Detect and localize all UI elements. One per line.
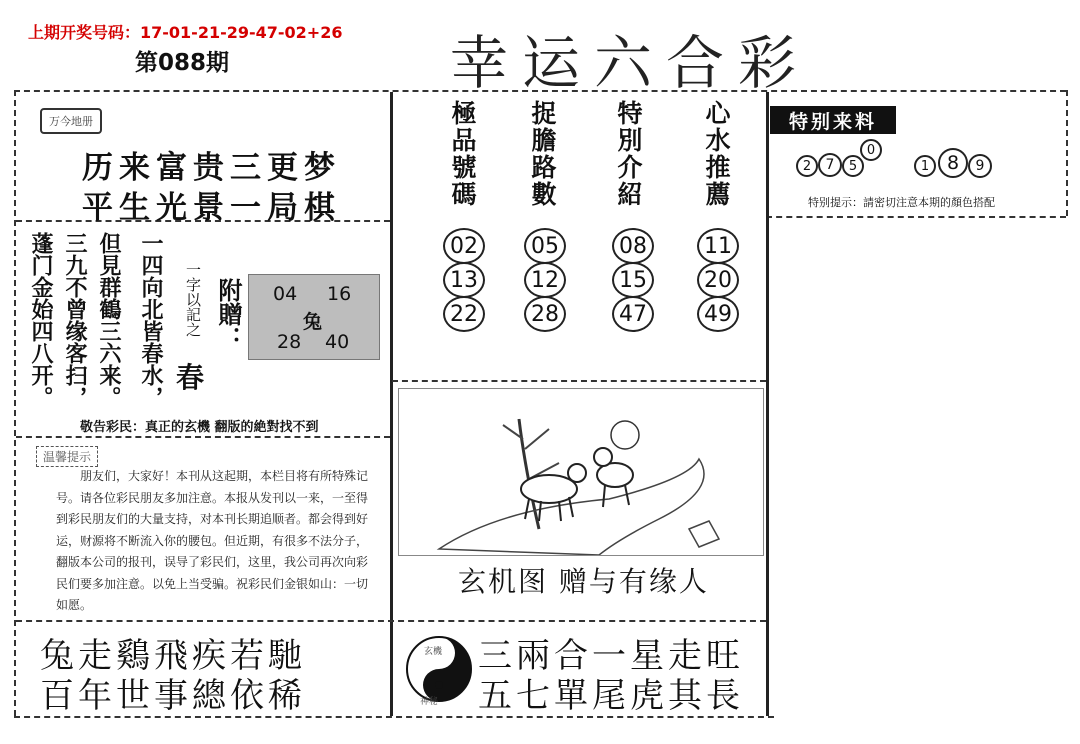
gift-number: 40	[325, 331, 350, 353]
bottom-left-line-2: 百年世事總依稀	[40, 676, 306, 716]
left-divider-2	[16, 436, 390, 438]
special-ball: 8	[938, 148, 968, 178]
number-ball: 49	[697, 296, 739, 332]
special-ball: 9	[968, 154, 992, 178]
bottom-right-line-1: 三兩合一星走旺	[478, 636, 744, 676]
number-ball: 08	[612, 228, 654, 264]
bottom-left-line-1: 兔走鷄飛疾若馳	[40, 636, 306, 676]
number-ball: 13	[443, 262, 485, 298]
right-divider	[766, 92, 769, 716]
issue-number: 第088期	[135, 50, 230, 76]
special-tip: 特别提示：請密切注意本期的顏色搭配	[808, 196, 995, 209]
number-ball: 15	[612, 262, 654, 298]
warning-text: 敬告彩民：真正的玄機 翻版的絶對找不到	[80, 420, 319, 435]
special-badge: 特别来料	[770, 106, 896, 134]
number-ball: 22	[443, 296, 485, 332]
column-header-2: 捉膽路數	[528, 100, 557, 208]
mystery-picture	[398, 388, 764, 556]
right-border	[1066, 90, 1068, 216]
poem-column-3: 三九不曾缘客扫，	[62, 232, 88, 408]
yin-yang-top-text: 玄機	[424, 647, 443, 657]
poem-column-4: 蓬门金始四八开。	[28, 232, 54, 408]
gift-numbers-box	[248, 274, 380, 360]
fuzeng-label: 附贈：	[214, 278, 243, 350]
gift-number: 28	[277, 331, 302, 353]
poem-line-1: 历来富贵三更梦	[82, 150, 341, 186]
stamp-badge: 万今地册	[40, 108, 102, 134]
center-divider-horizontal	[392, 380, 766, 382]
left-border	[14, 90, 16, 716]
yin-yang-bottom-text: 神秘	[420, 697, 439, 707]
special-ball: 2	[796, 155, 818, 177]
special-bottom-border	[766, 216, 1066, 218]
number-ball: 11	[697, 228, 739, 264]
picture-caption: 玄机图 赠与有缘人	[458, 565, 709, 598]
special-ball: 7	[818, 153, 842, 177]
special-ball: 0	[860, 139, 882, 161]
column-header-4: 心水推薦	[702, 100, 731, 208]
bottom-right-line-2: 五七單尾虎其長	[478, 676, 744, 716]
number-ball: 02	[443, 228, 485, 264]
number-ball: 47	[612, 296, 654, 332]
hint-text: 一字以記之	[184, 262, 202, 337]
answer-character: 春	[176, 361, 205, 394]
number-ball: 28	[524, 296, 566, 332]
previous-result-line: 上期开奖号码：17-01-21-29-47-02+26	[28, 23, 343, 42]
number-ball: 05	[524, 228, 566, 264]
number-ball: 20	[697, 262, 739, 298]
poem-column-2: 但見群鶴三六来。	[96, 232, 122, 408]
gift-number: 04	[273, 283, 298, 305]
bottom-divider	[16, 620, 766, 622]
poem-line-2: 平生光景一局棋	[82, 190, 341, 226]
column-header-1: 極品號碼	[448, 100, 477, 208]
number-ball: 12	[524, 262, 566, 298]
top-border	[14, 90, 1066, 92]
notice-badge: 温馨提示	[36, 446, 98, 467]
poem-column-1: 一四向北皆春水，	[138, 232, 164, 408]
notice-paragraph: 朋友们，大家好！本刊从这起期，本栏目将有所特殊记号。请各位彩民朋友多加注意。本报从发刊以一来，一至得到彩民朋友们的大量支持，对本刊长期追顺者。都会得到好运，财源将不断流入你的腰包。但近期，有很多不法分子，翻版本公司的报刊，误导了彩民们，这里，我公司再次向彩民们要多加注意。以免上当受骗。祝彩民们金银如山：一切如愿。	[56, 469, 369, 612]
gift-animal: 兔	[303, 311, 323, 333]
special-ball: 1	[914, 155, 936, 177]
special-ball: 5	[842, 155, 864, 177]
masthead-title: 幸运六合彩	[450, 29, 811, 97]
gift-number: 16	[327, 283, 352, 305]
column-header-3: 特別介紹	[614, 100, 643, 208]
center-divider	[390, 92, 393, 716]
